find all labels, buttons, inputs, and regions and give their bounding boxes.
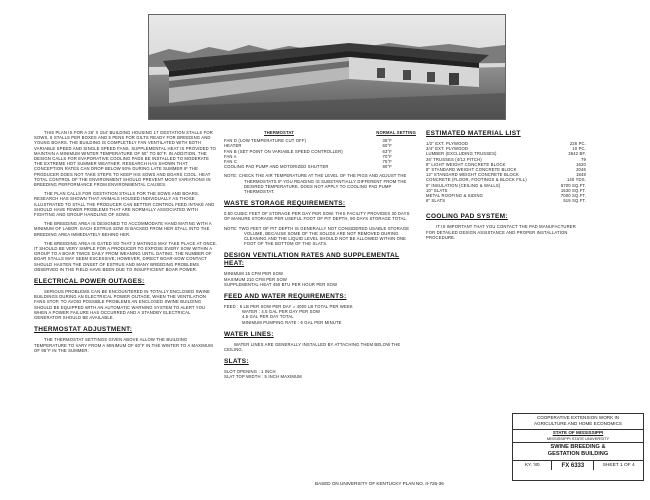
thermostat-value: 35°F: [382, 138, 392, 144]
electrical-text: SERIOUS PROBLEMS CAN BE ENCOUNTERED IN TOTALLY ENCLOSED SWINE BUILDINGS DURING AN ELECTRICAL POWER OUTAGE, WHEN THE VENTILATION FANS STOP. TO AVOID POSSIBLE PROBLEMS AN ENCLOSED SWINE BUILDING SHOULD BE EQUIPPED WITH AN AUTOMATIC WARNING SYSTEM TO ALERT YOU WHEN A POWER FAILURE HAS OCCURRED AND A STANDBY ELECTRICAL GENERATOR SHOULD BE AVAILABLE.: [34, 289, 211, 321]
cooling-text: IT IS IMPORTANT THAT YOU CONTACT THE PAD MANUFACTURER FOR DETAILED DESIGN ASSISTANCE AND PROPER INSTALLATION PROCEDURE.: [426, 224, 576, 240]
thermostat-adjustment-heading: THERMOSTAT ADJUSTMENT:: [34, 326, 133, 334]
material-qty: 226 PC.: [569, 141, 586, 146]
materials-column: [426, 130, 586, 240]
title-block: [512, 413, 644, 481]
electrical-heading: ELECTRICAL POWER OUTAGES:: [34, 278, 145, 286]
thermostat-col-header: THERMOSTAT: [264, 130, 294, 135]
thermostat-table: [224, 138, 416, 169]
feed-line: 4.5 GAL PER DAY TOTAL: [242, 314, 294, 320]
feed-line: FEED : 6 LB PER SOW PER DAY = 4000 LB TOTAL PER WEEK: [224, 304, 353, 310]
plan-info-row: [513, 461, 643, 470]
material-item: 3/4" EXT. PLYWOOD: [426, 146, 469, 152]
material-item: LUMBER (EXCLUDING TRUSSES): [426, 151, 497, 157]
thermostat-label: FAN A: [224, 153, 237, 159]
feed-line: WATER : 4.5 GAL PER DAY PER SOW: [242, 309, 321, 315]
material-item: 6" SLATS: [426, 198, 446, 204]
ventilation-line: SUPPLEMENTAL HEAT 450 BTU PER HOUR PER SOW: [224, 281, 338, 287]
material-qty: 1848: [576, 172, 586, 178]
material-qty: 1530 SQ.FT.: [560, 187, 586, 193]
material-item: 8" STANDARD WEIGHT CONCRETE BLOCK: [426, 167, 517, 173]
setting-col-header: NORMAL SETTING: [376, 130, 416, 135]
plan-title-line: GESTATION BUILDING: [547, 451, 609, 457]
thermostat-value: 60°F: [382, 143, 392, 149]
material-qty: 519 SQ.FT.: [563, 198, 586, 204]
cooling-heading: COOLING PAD SYSTEM:: [426, 213, 508, 221]
material-item: 1/2" EXT. PLYWOOD: [426, 141, 469, 146]
sheet-number: SHEET 1 OF 4: [602, 463, 635, 468]
state-name: STATE OF MISSISSIPPI: [552, 430, 604, 435]
material-qty: 140 YDS.: [566, 177, 586, 183]
intro-column: [34, 130, 218, 357]
material-item: CONCRETE (FLOOR, FOOTINGS & BLOCK FILL): [426, 177, 527, 183]
waste-text: 0.50 CUBIC FEET OF STORAGE PER DAY PER SOW. THIS FACILITY PROVIDES 30 DAYS OF MANURE STORAGE PER USEFUL FOOT OF PIT DEPTH, 90 DAYS STORAGE TOTAL.: [224, 211, 410, 222]
feed-heading: FEED AND WATER REQUIREMENTS:: [224, 293, 347, 301]
material-item: 26' TRUSSES (4/12 PITCH): [426, 156, 482, 162]
slats-heading: SLATS:: [224, 358, 249, 366]
materials-heading: ESTIMATED MATERIAL LIST: [426, 130, 521, 137]
thermostat-row: [224, 164, 416, 169]
material-item: METAL ROOFING & SIDING: [426, 193, 484, 199]
slats-line: SLAT TOP WIDTH : 5 INCH MAXIMUM: [224, 374, 302, 380]
water-lines-text: WATER LINES ARE GENERALLY INSTALLED BY ATTACHING THEM BELOW THE CEILING.: [224, 341, 401, 353]
plan-title-cell: [513, 443, 643, 461]
material-qty: 3642 BF.: [568, 151, 586, 157]
plan-title-line: SWINE BREEDING &: [550, 444, 606, 450]
thermostat-label: FAN D (LOW TEMPERATURE CUT OFF): [224, 138, 307, 144]
material-qty: 7000 SQ.FT.: [560, 193, 586, 199]
material-qty: 79: [581, 156, 586, 162]
material-qty: 1620: [576, 161, 586, 167]
intro-paragraph: THE PLAN CALLS FOR GESTATION STALLS FOR THE SOWS AND BOARS. RESEARCH HAS SHOWN THAT ANIMALS HOUSED INDIVIDUALLY AS THOSE ILLUSTRATED TO STALL THE PRODUCER CAN BETTER CONTROL FEED INTAKE AND SHOULD HAVE FEWER PROBLEMS THAT ARE NORMALLY ASSOCIATED WITH FIGHTING AND GROUP HANDLING OF SOWS.: [34, 191, 215, 218]
thermostat-label: COOLING PAD PUMP AND MOTORIZED SHUTTER: [224, 164, 329, 170]
thermostat-value: 63°F: [382, 148, 392, 154]
thermostat-value: 80°F: [382, 164, 392, 170]
material-item: 8" LIGHT WEIGHT CONCRETE BLOCK: [426, 161, 506, 167]
agency-line: COOPERATIVE EXTENSION WORK IN: [536, 415, 620, 420]
material-row: [426, 198, 586, 203]
thermostat-label: FAN B (SET POINT ON VARIABLE SPEED CONTROLLER): [224, 148, 343, 154]
feed-line: MINIMUM PUMPING RATE : 6 GAL PER MINUTE: [242, 319, 342, 325]
materials-list: [426, 141, 586, 203]
intro-paragraph: THE BREEDING AREA IS GATED SO THAT 3 MATINGS MAY TAKE PLACE AT ONCE. IT SHOULD BE VERY SIMPLE FOR A PRODUCER TO EXPOSE EVERY SOW WITHIN A GROUP TO A BOAR TWICE DAILY FROM WEANING UNTIL DATING. THE NUMBER OF BOAR STALLS MAY SEEM EXCESSIVE; HOWEVER, DIRECT BOAR-SOW CONTACT SHOULD HASTEN THE ONSET OF ESTRUS AND MANY BREEDING PROBLEMS OBSERVED IN THE FIELD HAVE BEEN DUE TO INSUFFICIENT BOAR POWER.: [34, 240, 218, 272]
material-item: 12" STANDARD WEIGHT CONCRETE BLOCK: [426, 172, 519, 178]
thermostat-value: 70°F: [382, 153, 392, 159]
slats-line: SLOT OPENING : 1 INCH: [224, 369, 276, 375]
material-qty: 10 PC.: [572, 146, 586, 152]
thermostat-label: FAN C: [224, 159, 238, 165]
agency-line: AGRICULTURE AND HOME ECONOMICS: [534, 420, 622, 426]
thermostat-value: 75°F: [382, 159, 392, 165]
waste-note: NOTE: TWO FEET OF PIT DEPTH IS GENERALLY NOT CONSIDERED USABLE STORAGE VOLUME, BECAUSE SOME OF THE SOLIDS ARE NOT REMOVED DURING CLEANING AND THE LIQUID LEVEL SHOULD NOT BE ALLOWED WITHIN ONE FOOT OF THE BOTTOM OF THE SLATS.: [224, 225, 410, 247]
water-lines-heading: WATER LINES:: [224, 330, 274, 338]
thermostat-table-header: [224, 130, 416, 135]
intro-paragraph: THE BREEDING AREA IS DESIGNED TO ACCOMMODATE HAND MATING WITH A MINIMUM OF LABOR. EACH ESTRUS SOW IS BACKED FROM HER STALL INTO THE BREEDING AREA IMMEDIATELY BEHIND HER.: [34, 221, 212, 237]
material-qty: 5700 SQ.FT.: [560, 182, 586, 188]
agency-cell: [513, 414, 643, 430]
ventilation-line: MAXIMUM 210 CFM PER SOW: [224, 276, 288, 282]
building-photo: [148, 14, 506, 120]
waste-heading: WASTE STORAGE REQUIREMENTS:: [224, 200, 346, 208]
thermostat-adjustment-text: THE THERMOSTAT SETTINGS GIVEN ABOVE ALLOW THE BUILDING TEMPERATURE TO VARY FROM A MINIMUM OF 60°F IN THE WINTER TO A MAXIMUM OF 95°F IN THE SUMMER.: [34, 337, 213, 353]
footer-source: BASED ON UNIVERSITY OF KENTUCKY PLAN NO. II-726-36: [315, 481, 444, 486]
plan-date: KY. '80: [513, 461, 552, 470]
ventilation-line: MINIMUM 15 CFM PER SOW: [224, 271, 284, 277]
ventilation-heading: DESIGN VENTILATION RATES AND SUPPLEMENTAL HEAT:: [224, 252, 400, 268]
thermostat-note: NOTE: CHECK THE AIR TEMPERATURE AT THE LEVEL OF THE PIGS AND ADJUST THE THERMOSTATS IF YOU READING IS SUBSTANTIALLY DIFFERENT FROM THE DESIRED TEMPERATURE. DOES NOT APPLY TO COOLING PAD PUMP THERMOSTAT.: [224, 173, 407, 195]
material-item: 6" INSULATION (CEILING & WALLS): [426, 182, 501, 188]
material-qty: 2046: [576, 167, 586, 173]
material-item: 10" SLATS: [426, 187, 448, 193]
university-name: MISSISSIPPI STATE UNIVERSITY: [546, 435, 610, 441]
requirements-column: [224, 130, 416, 380]
intro-paragraph: THIS PLAN IS FOR A 26' X 154' BUILDING HOUSING 17 GESTATION STALLS FOR SOWS, 6 STALLS PER BOXES AND 5 PENS FOR GILTS READY FOR BREEDING AND YOUNG BOARS. THE BUILDING IS COMPLETELY FAN VENTILATED WITH BOTH VARIABLE SPEED AND SINGLE SPEED FANS. SUPPLEMENTAL HEAT IS PROVIDED TO MAINTAIN A MINIMUM WINTER TEMPERATURE OF 50° TO 60°F. IN ADDITION, THE DESIGN CALLS FOR EVAPORATIVE COOLING PADS BE INSTALLED TO MODERATE THE EXTREME HOT SUMMER WEATHER. RESEARCH HAS SHOWN THAT CONCEPTION RATES CAN DROP BELOW 50% DURING LATE SUMMER IF THE PRODUCER DOES NOT TAKE STEPS TO KEEP HIS SOWS AND BOARS COOL. HEAT TOTAL CONTROL OF THE ENVIRONMENT SHOULD PREVENT MOST VARIATIONS IN BREEDING PERFORMANCE FROM ENVIRONMENTAL CAUSES.: [34, 130, 217, 188]
thermostat-label: HEATER: [224, 143, 242, 149]
plan-number: FX 6333: [552, 461, 594, 470]
state-cell: [513, 430, 643, 443]
